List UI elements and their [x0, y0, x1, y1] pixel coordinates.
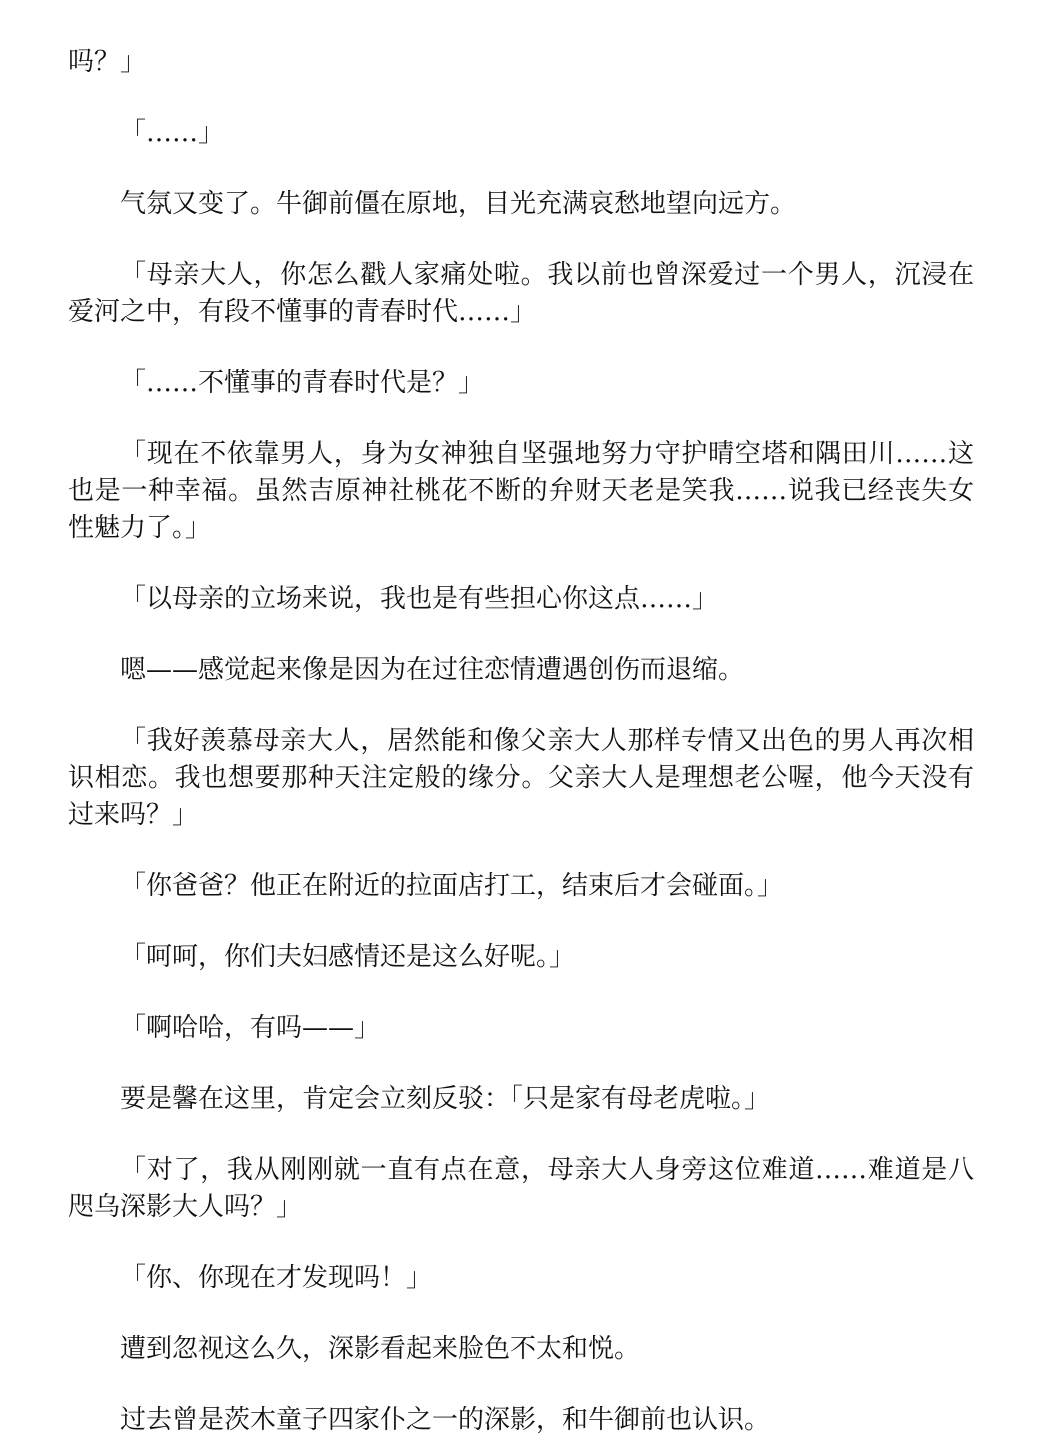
paragraph: 「你爸爸？他正在附近的拉面店打工，结束后才会碰面。」 — [120, 871, 784, 901]
paragraph: 过去曾是茨木童子四家仆之一的深影，和牛御前也认识。 — [120, 1405, 771, 1435]
paragraph: 遭到忽视这么久，深影看起来脸色不太和悦。 — [120, 1334, 641, 1364]
paragraph: 「呵呵，你们夫妇感情还是这么好呢。」 — [120, 942, 576, 972]
paragraph: 「啊哈哈，有吗——」 — [120, 1013, 381, 1043]
paragraph: 「对了，我从刚刚就一直有点在意，母亲大人身旁这位难道……难道是八咫乌深影大人吗？」 — [68, 1155, 974, 1222]
paragraph-continuation: 吗？」 — [68, 47, 147, 77]
paragraph: 「……不懂事的青春时代是？」 — [120, 368, 485, 398]
paragraph: 嗯——感觉起来像是因为在过往恋情遭遇创伤而退缩。 — [120, 655, 745, 685]
paragraph: 「以母亲的立场来说，我也是有些担心你这点……」 — [120, 584, 719, 614]
paragraph: 「母亲大人，你怎么戳人家痛处啦。我以前也曾深爱过一个男人，沉浸在爱河之中，有段不懂事的青春时代……」 — [68, 260, 974, 327]
paragraph: 「你、你现在才发现吗！」 — [120, 1263, 433, 1293]
paragraph: 「……」 — [120, 118, 225, 148]
paragraph: 「现在不依靠男人，身为女神独自坚强地努力守护晴空塔和隅田川……这也是一种幸福。虽然吉原神社桃花不断的弁财天老是笑我……说我已经丧失女性魅力了。」 — [68, 439, 974, 543]
paragraph: 要是馨在这里，肯定会立刻反驳：「只是家有母老虎啦。」 — [120, 1084, 771, 1114]
paragraph: 气氛又变了。牛御前僵在原地，目光充满哀愁地望向远方。 — [120, 189, 797, 219]
paragraph: 「我好羡慕母亲大人，居然能和像父亲大人那样专情又出色的男人再次相识相恋。我也想要那种天注定般的缘分。父亲大人是理想老公喔，他今天没有过来吗？」 — [68, 726, 974, 830]
